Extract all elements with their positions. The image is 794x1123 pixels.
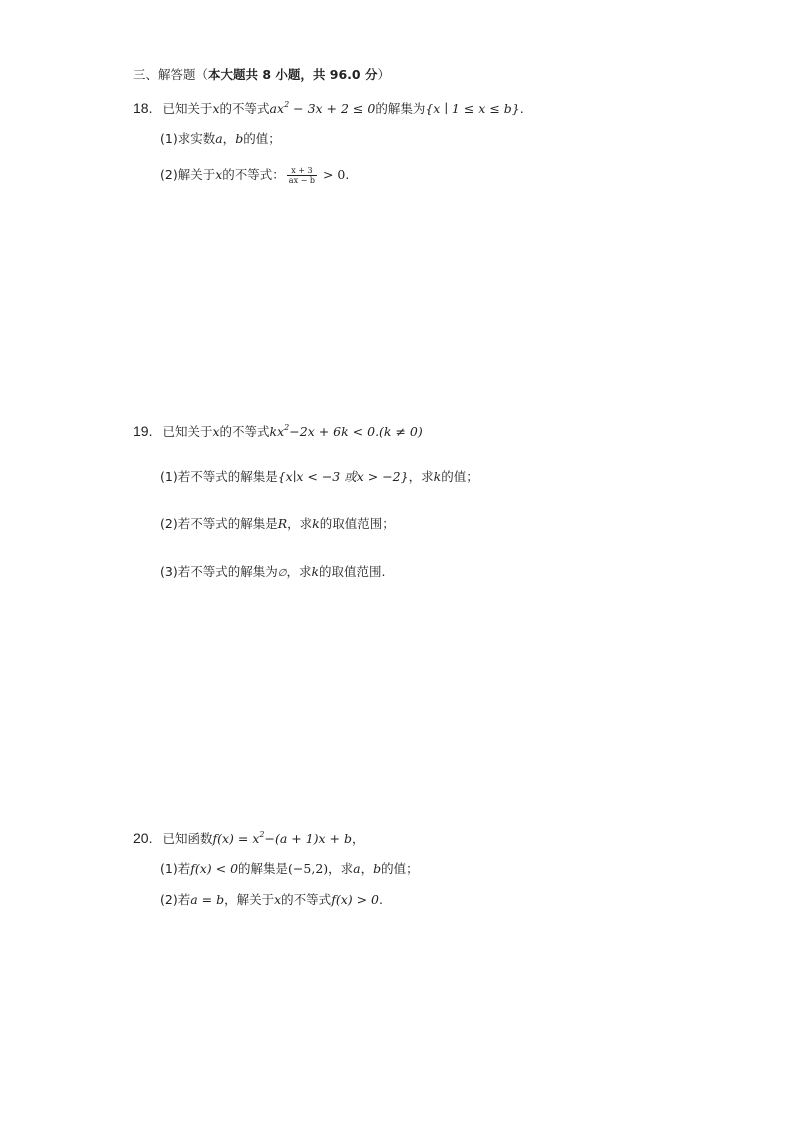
- section-header: [133, 66, 390, 84]
- stem-text: 的不等式: [219, 101, 270, 116]
- part-text: 的不等式: [281, 892, 332, 907]
- condition: a = b: [190, 892, 225, 907]
- stem-end: .: [519, 101, 524, 116]
- math-var: b: [373, 861, 382, 876]
- part-end: .: [345, 167, 350, 182]
- math-var: a: [215, 131, 223, 146]
- math-var: k: [311, 564, 320, 579]
- part-end: .: [379, 892, 383, 907]
- part-text: 的不等式：: [222, 167, 285, 182]
- part-text: 的取值范围.: [319, 564, 386, 579]
- function-definition: $f(x) = x^2-(a + 1)x + b$: [212, 830, 352, 846]
- inequality: $kx^2-2x + 6k < 0.(k \ne 0)$: [269, 423, 423, 439]
- part-text: 的解集是: [238, 861, 289, 876]
- question-18-part-1: [160, 130, 281, 148]
- math-var: R: [277, 516, 288, 531]
- part-label: (3)若不等式的解集为: [160, 564, 278, 579]
- punct: ，: [352, 831, 365, 846]
- part-text: 的值；: [243, 131, 281, 146]
- part-text: 的值；: [441, 469, 479, 484]
- punct: ，: [360, 861, 374, 876]
- math-var: x: [274, 892, 282, 907]
- part-text: ，解关于: [224, 892, 275, 907]
- stem-text: 的不等式: [219, 424, 270, 439]
- question-18-stem: [133, 99, 524, 118]
- part-text: 的值；: [381, 861, 419, 876]
- question-number: 20.: [133, 830, 153, 846]
- math-var: x: [215, 167, 223, 182]
- part-label: (2)若: [160, 892, 191, 907]
- punct: ，: [222, 131, 236, 146]
- question-19-stem: [133, 422, 423, 441]
- part-text: ，求: [408, 469, 434, 484]
- part-label: (2)若不等式的解集是: [160, 516, 278, 531]
- part-text: 的取值范围；: [319, 516, 395, 531]
- question-20-part-2: [160, 891, 383, 909]
- stem-text: 的解集为: [375, 101, 426, 116]
- empty-set-symbol: ∅: [277, 568, 287, 579]
- question-20-stem: [133, 829, 365, 848]
- part-text: ，求: [286, 564, 312, 579]
- question-19-part-1: [160, 468, 479, 486]
- question-number: 19.: [133, 423, 153, 439]
- question-number: 18.: [133, 100, 153, 116]
- inequality: $ax^2 - 3x + 2 \le 0$: [269, 100, 376, 116]
- section-detail: 本大题共 8 小题，共 96.0 分: [208, 67, 378, 82]
- part-label: (1)若: [160, 861, 191, 876]
- math-var: a: [353, 861, 361, 876]
- stem-text: 已知函数: [162, 831, 213, 846]
- stem-text: 已知关于: [162, 101, 213, 116]
- math-var: b: [235, 131, 244, 146]
- math-var: k: [312, 516, 320, 531]
- part-text: ，求: [328, 861, 354, 876]
- inequality: f(x) > 0: [331, 892, 379, 907]
- stem-text: 已知关于: [162, 424, 213, 439]
- math-var: k: [433, 469, 442, 484]
- solution-set: {x ∣ 1 ≤ x ≤ b}: [425, 101, 520, 116]
- question-20-part-1: [160, 860, 419, 878]
- part-label: (1)求实数: [160, 131, 216, 146]
- condition: f(x) < 0: [190, 861, 239, 876]
- part-label: (2)解关于: [160, 167, 216, 182]
- question-19-part-2: [160, 515, 395, 533]
- part-label: (1)若不等式的解集是: [160, 469, 278, 484]
- inequality-rhs: > 0: [319, 167, 346, 182]
- section-prefix: 三、解答题（: [133, 67, 209, 82]
- solution-set: {x∣x < −3 或x > −2}: [277, 469, 409, 484]
- interval: (−5,2): [288, 861, 329, 876]
- fraction: [287, 166, 317, 185]
- section-suffix: ）: [377, 67, 390, 82]
- question-19-part-3: [160, 563, 386, 583]
- math-var: x: [212, 101, 220, 116]
- question-18-part-2: [160, 166, 349, 185]
- fraction-denominator: ax − b: [288, 176, 315, 185]
- math-var: x: [212, 424, 220, 439]
- part-text: ，求: [287, 516, 313, 531]
- fraction-numerator: x + 3: [287, 166, 317, 176]
